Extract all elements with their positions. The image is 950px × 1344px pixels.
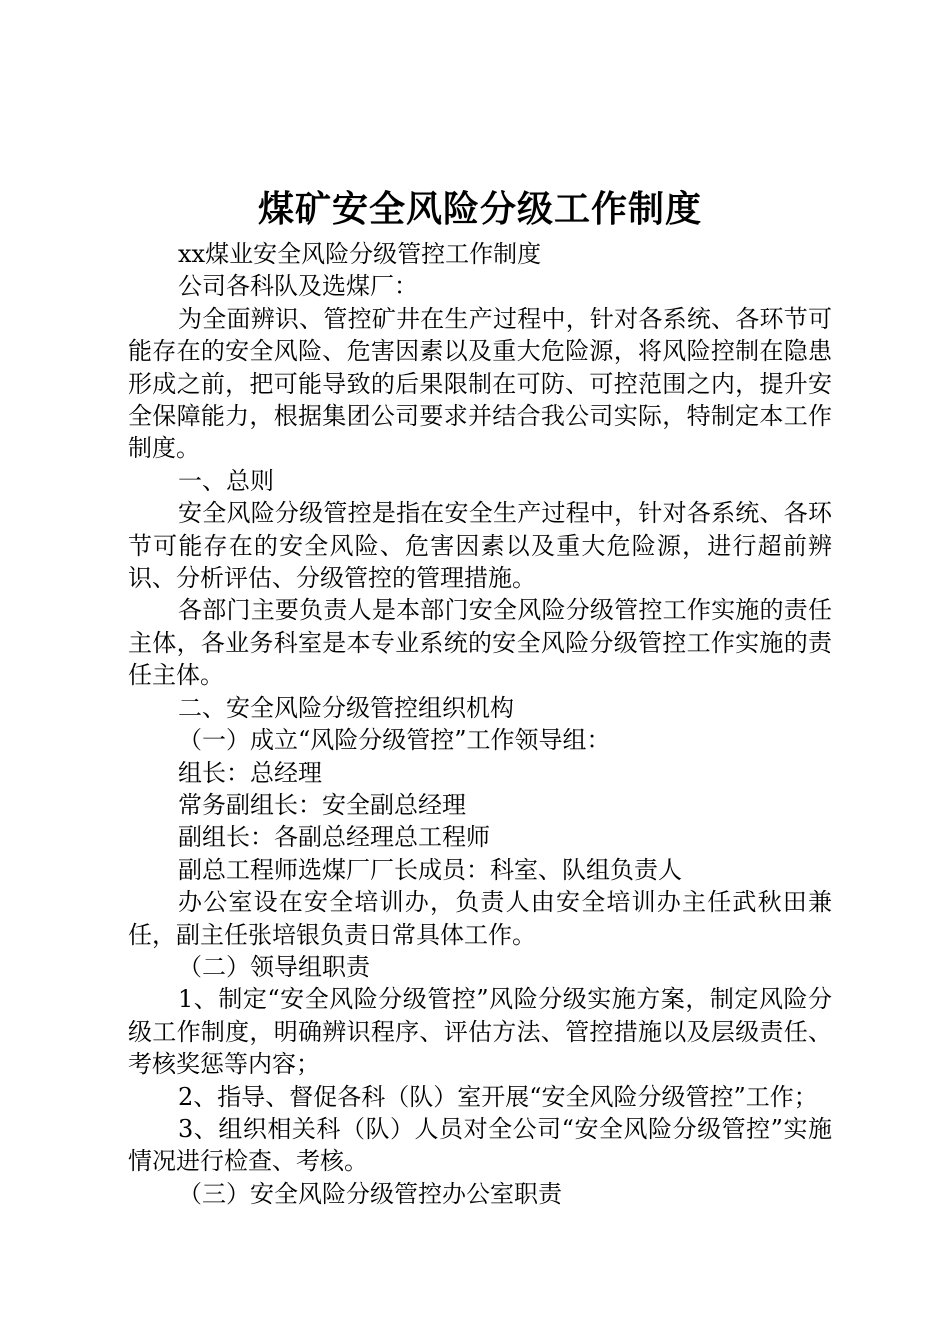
subsection-heading-leading-group: （一）成立“风险分级管控”工作领导组： — [178, 726, 611, 755]
duty-item: 2、指导、督促各科（队）室开展“安全风险分级管控”工作； — [178, 1082, 818, 1111]
paragraph-responsibility: 各部门主要负责人是本部门安全风险分级管控工作实施的责任主体，各业务科室是本专业系统的安全风险分级管控工作实施的责任主体。 — [128, 596, 832, 690]
document-body — [128, 238, 832, 1210]
duty-item: 1、制定“安全风险分级管控”风险分级实施方案，制定风险分级工作制度，明确辨识程序、评估方法、管控措施以及层级责任、考核奖惩等内容； — [128, 985, 832, 1079]
document-page — [128, 182, 832, 1210]
doc-subtitle: xx煤业安全风险分级管控工作制度 — [178, 240, 542, 268]
salutation: 公司各科队及选煤厂： — [178, 272, 418, 301]
member-others: 副总工程师选煤厂厂长成员：科室、队组负责人 — [178, 855, 682, 884]
paragraph-office: 办公室设在安全培训办，负责人由安全培训办主任武秋田兼任，副主任张培银负责日常具体工作。 — [128, 888, 832, 949]
section-heading-organization: 二、安全风险分级管控组织机构 — [178, 693, 514, 722]
member-leader: 组长：总经理 — [178, 758, 322, 787]
duty-item: 3、组织相关科（队）人员对全公司“安全风险分级管控”实施情况进行检查、考核。 — [128, 1114, 832, 1176]
section-heading-general: 一、总则 — [178, 466, 274, 495]
paragraph-definition: 安全风险分级管控是指在安全生产过程中，针对各系统、各环节可能存在的安全风险、危害因素以及重大危险源，进行超前辨识、分析评估、分级管控的管理措施。 — [128, 499, 832, 593]
member-deputy: 副组长：各副总经理总工程师 — [178, 823, 490, 852]
document-title: 煤矿安全风险分级工作制度 — [257, 189, 702, 230]
subsection-heading-office-duties: （三）安全风险分级管控办公室职责 — [178, 1179, 562, 1208]
subsection-heading-duties: （二）领导组职责 — [178, 952, 370, 981]
intro-paragraph: 为全面辨识、管控矿井在生产过程中，针对各系统、各环节可能存在的安全风险、危害因素以及重大危险源，将风险控制在隐患形成之前，把可能导致的后果限制在可防、可控范围之内，提升安全保障能力，根据集团公司要求并结合我公司实际，特制定本工作制度。 — [128, 304, 832, 463]
member-executive-deputy: 常务副组长：安全副总经理 — [178, 790, 466, 819]
